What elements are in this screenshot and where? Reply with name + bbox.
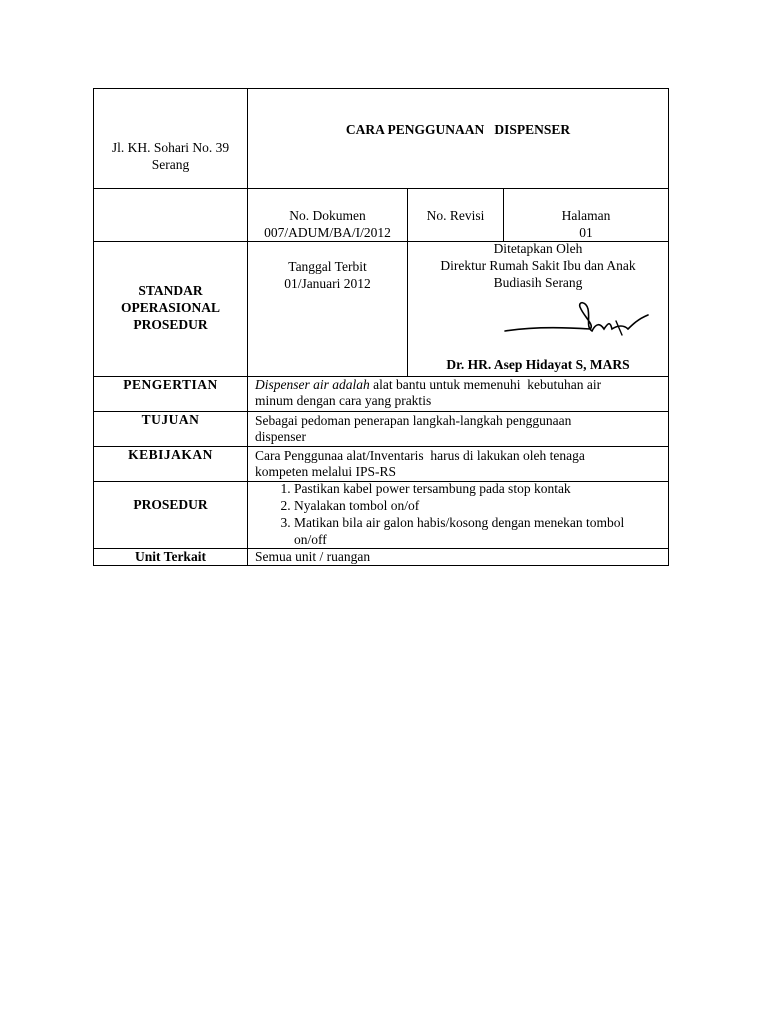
sop-label-line-3: PROSEDUR <box>133 317 208 332</box>
tujuan-line-1: Sebagai pedoman penerapan langkah-langkah penggunaan <box>255 413 572 428</box>
kebijakan-text <box>255 448 665 480</box>
ditetapkan-cell <box>408 240 668 291</box>
sop-label-line-2: OPERASIONAL <box>120 300 220 315</box>
tanggal-terbit-value: 01/Januari 2012 <box>284 276 371 291</box>
prosedur-step-3: 3. Matikan bila air galon habis/kosong dengan menekan tombol on/off <box>294 514 634 548</box>
pengertian-rest: alat bantu untuk memenuhi kebutuhan air <box>369 377 602 392</box>
tujuan-line-2: dispenser <box>255 429 306 444</box>
pengertian-text <box>255 377 665 409</box>
pengertian-label: PENGERTIAN <box>123 377 218 392</box>
signature-image <box>500 295 660 343</box>
no-revisi-cell <box>408 207 503 224</box>
kebijakan-line-2: kompeten melalui IPS-RS <box>255 464 396 479</box>
prosedur-step-1: 1. Pastikan kabel power tersambung pada stop kontak <box>294 480 648 497</box>
sop-label-line-1: STANDAR <box>138 283 203 298</box>
no-dokumen-cell <box>248 207 407 241</box>
no-dokumen-value: 007/ADUM/BA/I/2012 <box>264 225 391 240</box>
no-dokumen-label: No. Dokumen <box>289 208 366 223</box>
tanggal-terbit-cell <box>248 258 407 292</box>
tujuan-text <box>255 413 665 445</box>
tujuan-label: TUJUAN <box>141 412 200 427</box>
hospital-address <box>94 139 247 173</box>
address-line-2: Serang <box>151 157 190 172</box>
halaman-cell <box>504 207 668 241</box>
signatory-name: Dr. HR. Asep Hidayat S, MARS <box>446 357 630 372</box>
halaman-value: 01 <box>579 225 593 240</box>
address-line-1: Jl. KH. Sohari No. 39 <box>111 140 230 155</box>
prosedur-steps <box>248 480 648 548</box>
ditetapkan-line-3: Budiasih Serang <box>493 275 583 290</box>
unit-terkait-label: Unit Terkait <box>135 549 206 564</box>
document-title: CARA PENGGUNAAN DISPENSER <box>345 122 571 137</box>
ditetapkan-line-2: Direktur Rumah Sakit Ibu dan Anak <box>440 258 636 273</box>
ditetapkan-line-1: Ditetapkan Oleh <box>493 241 583 256</box>
pengertian-line-2: minum dengan cara yang praktis <box>255 393 432 408</box>
kebijakan-label: KEBIJAKAN <box>128 447 213 462</box>
sop-label <box>94 282 247 333</box>
prosedur-step-2: 2. Nyalakan tombol on/of <box>294 497 648 514</box>
halaman-label: Halaman <box>561 208 611 223</box>
kebijakan-line-1: Cara Penggunaa alat/Inventaris harus di lakukan oleh tenaga <box>255 448 585 463</box>
prosedur-label: PROSEDUR <box>133 497 208 512</box>
tanggal-terbit-label: Tanggal Terbit <box>288 259 367 274</box>
pengertian-italic: Dispenser air adalah <box>255 377 370 392</box>
unit-terkait-value: Semua unit / ruangan <box>255 549 371 564</box>
no-revisi-label: No. Revisi <box>426 208 485 223</box>
